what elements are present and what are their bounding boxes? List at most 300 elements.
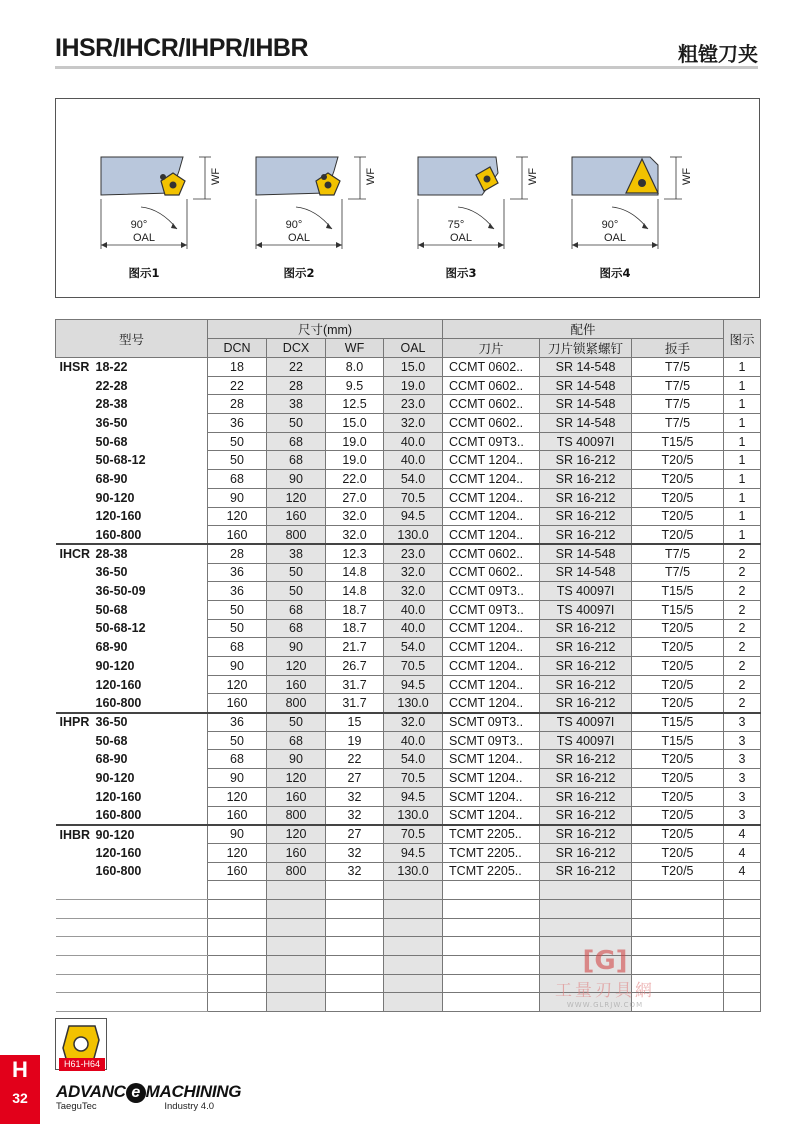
screw-cell: SR 16-212 <box>540 638 632 657</box>
wrench-cell: T20/5 <box>632 470 724 489</box>
dcn-cell: 68 <box>208 638 267 657</box>
insert-cell <box>443 881 540 900</box>
wrench-cell: T20/5 <box>632 694 724 713</box>
dcx-cell: 22 <box>267 358 326 377</box>
wf-cell: 27 <box>326 769 384 788</box>
dcn-cell <box>208 993 267 1012</box>
model-size: 120-160 <box>95 677 142 692</box>
model-cell <box>56 563 208 582</box>
table-row <box>56 432 761 451</box>
screw-cell: SR 14-548 <box>540 544 632 563</box>
model-cell <box>56 526 208 545</box>
logo-tagline: Industry 4.0 <box>164 1101 214 1112</box>
dcx-cell: 90 <box>267 470 326 489</box>
dcx-cell: 90 <box>267 750 326 769</box>
model-size: 160-800 <box>95 807 142 822</box>
fig-cell <box>724 974 761 993</box>
fig-cell: 3 <box>724 787 761 806</box>
fig-cell: 1 <box>724 488 761 507</box>
wf-cell: 32.0 <box>326 507 384 526</box>
dcn-cell: 68 <box>208 470 267 489</box>
table-row <box>56 358 761 377</box>
model-cell <box>56 395 208 414</box>
insert-cell: TCMT 2205.. <box>443 825 540 844</box>
dcn-cell: 160 <box>208 862 267 881</box>
wrench-cell <box>632 881 724 900</box>
oal-cell: 19.0 <box>384 376 443 395</box>
fig-cell: 4 <box>724 825 761 844</box>
model-size: 28-38 <box>95 547 128 562</box>
page-number: 32 <box>12 1090 28 1106</box>
model-cell <box>56 507 208 526</box>
dcn-cell: 50 <box>208 731 267 750</box>
header-dcn: DCN <box>208 339 267 358</box>
screw-cell: SR 16-212 <box>540 675 632 694</box>
wf-cell: 12.5 <box>326 395 384 414</box>
angle-label: 90° <box>601 219 619 231</box>
dcn-cell: 50 <box>208 619 267 638</box>
wrench-cell <box>632 918 724 937</box>
figure-caption: 图示1 <box>128 266 160 280</box>
wf-cell: 26.7 <box>326 657 384 676</box>
section-letter: H <box>12 1057 28 1082</box>
insert-cell: CCMT 1204.. <box>443 657 540 676</box>
model-size: 28-38 <box>95 397 128 412</box>
dcx-cell: 68 <box>267 731 326 750</box>
wrench-cell: T15/5 <box>632 600 724 619</box>
figure-caption: 图示3 <box>445 266 477 280</box>
model-size: 50-68 <box>95 602 128 617</box>
spec-table-body <box>56 358 761 1012</box>
insert-cell: SCMT 1204.. <box>443 769 540 788</box>
insert-cell: CCMT 1204.. <box>443 526 540 545</box>
dcn-cell <box>208 956 267 975</box>
oal-cell: 94.5 <box>384 843 443 862</box>
fig-cell: 1 <box>724 414 761 433</box>
model-cell <box>56 750 208 769</box>
dcn-cell: 90 <box>208 657 267 676</box>
dcx-cell: 50 <box>267 563 326 582</box>
dcn-cell: 50 <box>208 432 267 451</box>
oal-cell: 23.0 <box>384 544 443 563</box>
wf-label: WF <box>681 167 693 185</box>
model-cell <box>56 937 208 956</box>
dcn-cell: 28 <box>208 395 267 414</box>
wrench-cell: T20/5 <box>632 843 724 862</box>
fig-cell: 2 <box>724 619 761 638</box>
table-row <box>56 451 761 470</box>
wrench-cell: T20/5 <box>632 806 724 825</box>
screw-cell <box>540 899 632 918</box>
screw-cell: SR 16-212 <box>540 787 632 806</box>
wf-cell: 32 <box>326 806 384 825</box>
wf-cell: 32 <box>326 862 384 881</box>
wf-cell: 32 <box>326 787 384 806</box>
screw-cell: SR 16-212 <box>540 526 632 545</box>
page-title-cn: 粗镗刀夹 <box>678 42 758 66</box>
wrench-cell: T20/5 <box>632 488 724 507</box>
oal-cell: 70.5 <box>384 769 443 788</box>
model-size: 120-160 <box>95 509 142 524</box>
screw-cell: TS 40097I <box>540 713 632 732</box>
wrench-cell: T20/5 <box>632 825 724 844</box>
dcx-cell: 50 <box>267 713 326 732</box>
insert-cell: CCMT 0602.. <box>443 395 540 414</box>
dcx-cell: 38 <box>267 544 326 563</box>
dcx-cell <box>267 956 326 975</box>
model-size: 90-120 <box>95 490 135 505</box>
angle-label: 90° <box>285 219 303 231</box>
model-cell <box>56 862 208 881</box>
insert-cell: SCMT 1204.. <box>443 787 540 806</box>
fig-cell <box>724 956 761 975</box>
wrench-cell: T20/5 <box>632 750 724 769</box>
dcx-cell: 68 <box>267 619 326 638</box>
wrench-cell: T7/5 <box>632 395 724 414</box>
oal-cell: 32.0 <box>384 563 443 582</box>
wrench-cell: T20/5 <box>632 451 724 470</box>
insert-cell <box>443 899 540 918</box>
model-cell <box>56 956 208 975</box>
wrench-cell: T20/5 <box>632 507 724 526</box>
model-cell <box>56 358 208 377</box>
oal-label: OAL <box>449 232 473 244</box>
model-cell <box>56 806 208 825</box>
model-size: 68-90 <box>95 471 128 486</box>
table-row <box>56 731 761 750</box>
dcx-cell: 28 <box>267 376 326 395</box>
model-cell <box>56 918 208 937</box>
wf-cell: 8.0 <box>326 358 384 377</box>
title-divider <box>55 66 758 69</box>
wf-cell: 22 <box>326 750 384 769</box>
screw-cell: SR 16-212 <box>540 470 632 489</box>
dcx-cell <box>267 993 326 1012</box>
fig-cell: 2 <box>724 544 761 563</box>
wf-cell: 19.0 <box>326 432 384 451</box>
table-row <box>56 787 761 806</box>
fig-cell: 4 <box>724 843 761 862</box>
table-row <box>56 694 761 713</box>
wrench-cell <box>632 899 724 918</box>
wrench-cell: T20/5 <box>632 619 724 638</box>
insert-cell: CCMT 1204.. <box>443 507 540 526</box>
insert-cell: CCMT 1204.. <box>443 694 540 713</box>
header-parts: 配件 <box>443 320 724 339</box>
wf-label: WF <box>527 167 539 185</box>
fig-cell: 1 <box>724 451 761 470</box>
fig-cell: 3 <box>724 806 761 825</box>
screw-cell: SR 16-212 <box>540 806 632 825</box>
oal-cell: 54.0 <box>384 470 443 489</box>
model-size: 50-68 <box>95 733 128 748</box>
model-cell <box>56 432 208 451</box>
oal-cell: 15.0 <box>384 358 443 377</box>
wrench-cell: T20/5 <box>632 675 724 694</box>
wrench-cell: T7/5 <box>632 544 724 563</box>
model-size: 50-68-12 <box>95 453 146 468</box>
fig-cell: 1 <box>724 376 761 395</box>
insert-cell: CCMT 09T3.. <box>443 600 540 619</box>
insert-cell: CCMT 0602.. <box>443 358 540 377</box>
figure-caption: 图示4 <box>599 266 631 280</box>
table-row <box>56 376 761 395</box>
dcx-cell: 68 <box>267 451 326 470</box>
screw-cell: SR 16-212 <box>540 694 632 713</box>
model-size: 120-160 <box>95 845 142 860</box>
dcx-cell: 50 <box>267 582 326 601</box>
insert-cell <box>443 918 540 937</box>
fig-cell: 2 <box>724 657 761 676</box>
screw-cell: SR 16-212 <box>540 488 632 507</box>
model-cell <box>56 713 208 732</box>
model-cell <box>56 731 208 750</box>
wf-cell: 32 <box>326 843 384 862</box>
wf-cell: 27 <box>326 825 384 844</box>
screw-cell: SR 16-212 <box>540 619 632 638</box>
dcn-cell: 50 <box>208 451 267 470</box>
header-model: 型号 <box>56 320 208 358</box>
screw-cell: SR 16-212 <box>540 843 632 862</box>
model-cell <box>56 769 208 788</box>
oal-cell: 32.0 <box>384 414 443 433</box>
oal-cell: 94.5 <box>384 675 443 694</box>
figure-caption: 图示2 <box>283 266 315 280</box>
wrench-cell: T20/5 <box>632 526 724 545</box>
model-prefix: IHPR <box>59 715 90 730</box>
dcn-cell <box>208 881 267 900</box>
oal-cell <box>384 956 443 975</box>
header-wrench: 扳手 <box>632 339 724 358</box>
model-size: 120-160 <box>95 789 142 804</box>
insert-cell <box>443 974 540 993</box>
dcn-cell: 120 <box>208 787 267 806</box>
oal-cell: 40.0 <box>384 619 443 638</box>
table-row <box>56 507 761 526</box>
header-dimensions: 尺寸(mm) <box>208 320 443 339</box>
wrench-cell: T20/5 <box>632 862 724 881</box>
wf-cell <box>326 974 384 993</box>
dcn-cell: 36 <box>208 563 267 582</box>
wrench-cell: T15/5 <box>632 731 724 750</box>
header-dcx: DCX <box>267 339 326 358</box>
model-cell <box>56 544 208 563</box>
dcn-cell: 28 <box>208 544 267 563</box>
screw-cell: SR 16-212 <box>540 507 632 526</box>
fig-cell: 3 <box>724 750 761 769</box>
insert-cell: SCMT 09T3.. <box>443 713 540 732</box>
screw-cell <box>540 881 632 900</box>
fig-cell: 2 <box>724 582 761 601</box>
wf-cell: 19 <box>326 731 384 750</box>
model-cell <box>56 694 208 713</box>
model-prefix: IHCR <box>59 547 91 562</box>
screw-cell: TS 40097I <box>540 600 632 619</box>
model-cell <box>56 787 208 806</box>
dcx-cell: 160 <box>267 787 326 806</box>
watermark-url: WWW.GLRJW.COM <box>566 1001 644 1009</box>
wrench-cell: T7/5 <box>632 414 724 433</box>
screw-cell: SR 14-548 <box>540 358 632 377</box>
dcn-cell <box>208 899 267 918</box>
oal-cell <box>384 899 443 918</box>
wf-cell <box>326 881 384 900</box>
dcx-cell: 800 <box>267 862 326 881</box>
model-cell <box>56 993 208 1012</box>
model-cell <box>56 619 208 638</box>
model-size: 18-22 <box>95 360 128 375</box>
wf-cell: 18.7 <box>326 619 384 638</box>
insert-cell: TCMT 2205.. <box>443 843 540 862</box>
oal-cell: 32.0 <box>384 582 443 601</box>
wf-cell: 27.0 <box>326 488 384 507</box>
fig-cell: 2 <box>724 675 761 694</box>
wf-label: WF <box>365 167 377 185</box>
wrench-cell: T15/5 <box>632 432 724 451</box>
oal-cell <box>384 974 443 993</box>
screw-cell: SR 16-212 <box>540 862 632 881</box>
logo-text-pre: ADVANC <box>56 1082 126 1101</box>
empty-row <box>56 881 761 900</box>
wf-cell: 15 <box>326 713 384 732</box>
table-row <box>56 675 761 694</box>
dcx-cell: 120 <box>267 769 326 788</box>
dcn-cell: 120 <box>208 507 267 526</box>
table-row <box>56 470 761 489</box>
oal-cell: 94.5 <box>384 787 443 806</box>
header-oal: OAL <box>384 339 443 358</box>
insert-cell: CCMT 0602.. <box>443 376 540 395</box>
model-cell <box>56 675 208 694</box>
dcn-cell: 160 <box>208 526 267 545</box>
oal-cell: 40.0 <box>384 451 443 470</box>
dcn-cell: 50 <box>208 600 267 619</box>
dcn-cell: 160 <box>208 694 267 713</box>
insert-cell: CCMT 1204.. <box>443 470 540 489</box>
fig-cell: 2 <box>724 600 761 619</box>
oal-cell <box>384 881 443 900</box>
model-cell <box>56 657 208 676</box>
wf-cell <box>326 956 384 975</box>
dcx-cell <box>267 881 326 900</box>
model-size: 160-800 <box>95 695 142 710</box>
model-size: 36-50 <box>95 715 128 730</box>
insert-cell <box>443 937 540 956</box>
fig-cell: 4 <box>724 862 761 881</box>
oal-cell: 40.0 <box>384 731 443 750</box>
table-row <box>56 843 761 862</box>
oal-cell: 70.5 <box>384 488 443 507</box>
dcx-cell: 38 <box>267 395 326 414</box>
fig-cell <box>724 881 761 900</box>
table-row <box>56 414 761 433</box>
tool-figures <box>56 99 761 299</box>
wf-cell: 15.0 <box>326 414 384 433</box>
model-cell <box>56 899 208 918</box>
dcn-cell <box>208 918 267 937</box>
fig-cell: 3 <box>724 769 761 788</box>
model-cell <box>56 638 208 657</box>
header-figure: 图示 <box>724 320 761 358</box>
dcn-cell: 120 <box>208 675 267 694</box>
model-cell <box>56 825 208 844</box>
table-row <box>56 713 761 732</box>
oal-cell: 54.0 <box>384 638 443 657</box>
model-size: 90-120 <box>95 827 135 842</box>
fig-cell: 1 <box>724 470 761 489</box>
oal-label: OAL <box>287 232 311 244</box>
screw-cell: SR 16-212 <box>540 825 632 844</box>
fig-cell: 1 <box>724 432 761 451</box>
insert-cell: CCMT 1204.. <box>443 488 540 507</box>
wrench-cell: T20/5 <box>632 657 724 676</box>
fig-cell: 3 <box>724 713 761 732</box>
fig-cell <box>724 937 761 956</box>
fig-cell: 2 <box>724 563 761 582</box>
insert-cell: CCMT 09T3.. <box>443 582 540 601</box>
wf-cell <box>326 993 384 1012</box>
insert-cell: CCMT 0602.. <box>443 414 540 433</box>
section-tab <box>0 1055 40 1124</box>
fig-cell <box>724 918 761 937</box>
page-title: IHSR/IHCR/IHPR/IHBR <box>55 34 309 62</box>
dcn-cell <box>208 937 267 956</box>
model-size: 36-50 <box>95 415 128 430</box>
dcn-cell: 68 <box>208 750 267 769</box>
insert-cell: CCMT 1204.. <box>443 675 540 694</box>
table-row <box>56 806 761 825</box>
dcx-cell: 160 <box>267 675 326 694</box>
model-size: 160-800 <box>95 864 142 879</box>
insert-cell: CCMT 1204.. <box>443 619 540 638</box>
table-row <box>56 619 761 638</box>
table-row <box>56 582 761 601</box>
screw-cell: SR 16-212 <box>540 451 632 470</box>
watermark-logo-icon: [G] <box>582 946 628 976</box>
wrench-cell: T20/5 <box>632 787 724 806</box>
dcn-cell: 36 <box>208 414 267 433</box>
oal-cell: 23.0 <box>384 395 443 414</box>
screw-cell: SR 14-548 <box>540 395 632 414</box>
wrench-cell: T7/5 <box>632 376 724 395</box>
model-prefix: IHBR <box>59 827 91 842</box>
dcn-cell: 90 <box>208 825 267 844</box>
model-size: 50-68 <box>95 434 128 449</box>
screw-cell: SR 14-548 <box>540 376 632 395</box>
wrench-cell: T7/5 <box>632 563 724 582</box>
screw-cell: TS 40097I <box>540 432 632 451</box>
table-row <box>56 563 761 582</box>
wrench-cell: T7/5 <box>632 358 724 377</box>
insert-page-ref: H61-H64 <box>59 1058 105 1071</box>
dcx-cell: 68 <box>267 600 326 619</box>
wf-cell: 12.3 <box>326 544 384 563</box>
screw-cell: SR 14-548 <box>540 563 632 582</box>
table-row <box>56 600 761 619</box>
dcx-cell <box>267 974 326 993</box>
empty-row <box>56 899 761 918</box>
table-row <box>56 750 761 769</box>
wf-cell: 14.8 <box>326 563 384 582</box>
insert-cell: CCMT 0602.. <box>443 563 540 582</box>
insert-cell: CCMT 0602.. <box>443 544 540 563</box>
fig-cell: 3 <box>724 731 761 750</box>
header-insert: 刀片 <box>443 339 540 358</box>
model-cell <box>56 488 208 507</box>
wf-cell: 31.7 <box>326 694 384 713</box>
wf-cell: 21.7 <box>326 638 384 657</box>
table-row <box>56 657 761 676</box>
